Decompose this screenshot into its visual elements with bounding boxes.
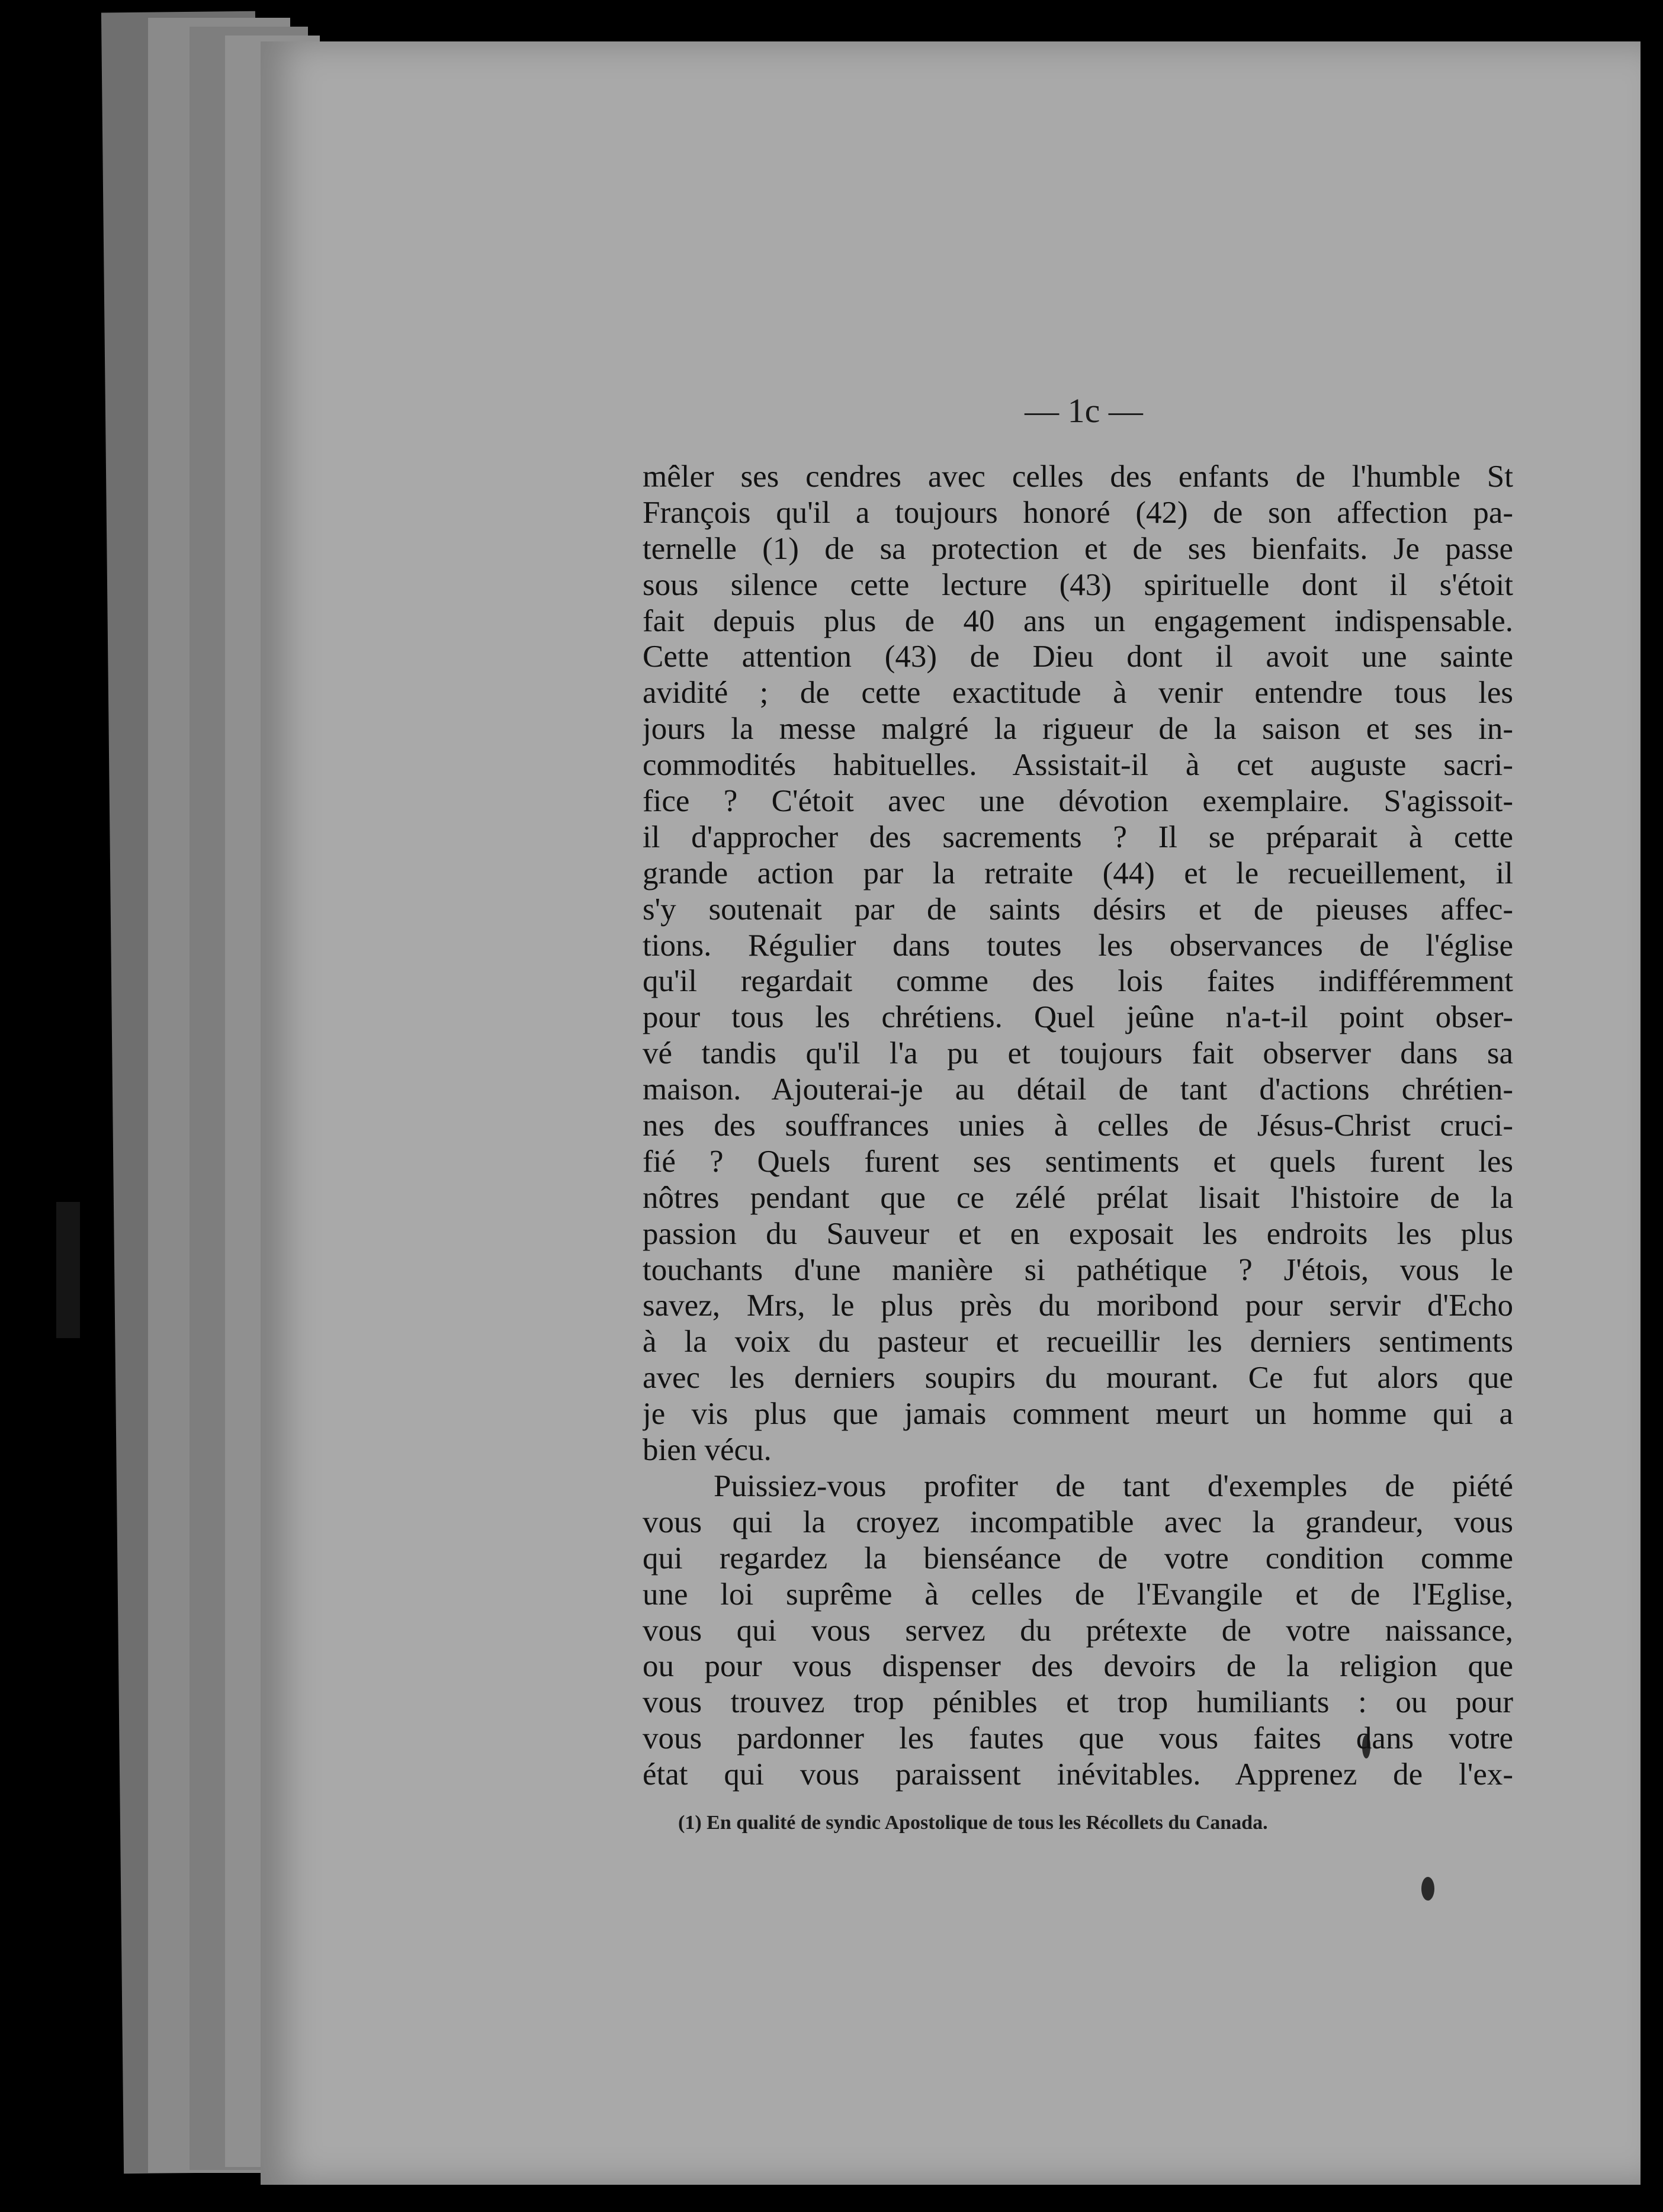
text-line: pour tous les chrétiens. Quel jeûne n'a-t-il point obser- [643, 1000, 1513, 1035]
body-text [643, 459, 1513, 1793]
text-line: fice ? C'étoit avec une dévotion exemplaire. S'agissoit- [643, 784, 1513, 819]
text-line: grande action par la retraite (44) et le recueillement, il [643, 856, 1513, 890]
footnote: (1) En qualité de syndic Apostolique de tous les Récollets du Canada. [678, 1812, 1268, 1834]
text-line: fait depuis plus de 40 ans un engagement indispensable. [643, 603, 1513, 638]
binding-mark [56, 1202, 80, 1338]
text-line: il d'approcher des sacrements ? Il se préparait à cette [643, 819, 1513, 854]
text-line: jours la messe malgré la rigueur de la saison et ses in- [643, 712, 1513, 747]
text-line: mêler ses cendres avec celles des enfants de l'humble St [643, 459, 1513, 494]
text-line: sous silence cette lecture (43) spirituelle dont il s'étoit [643, 567, 1513, 602]
text-line: Cette attention (43) de Dieu dont il avoit une sainte [643, 639, 1513, 674]
text-line: vous pardonner les fautes que vous faites dans votre [643, 1721, 1513, 1756]
text-line: état qui vous paraissent inévitables. Apprenez de l'ex- [643, 1757, 1513, 1792]
text-line: Puissiez-vous profiter de tant d'exemples de piété [714, 1468, 1513, 1503]
text-line: une loi suprême à celles de l'Evangile et de l'Eglise, [643, 1577, 1513, 1612]
text-line: qu'il regardait comme des lois faites indifféremment [643, 964, 1513, 999]
ink-speck [1421, 1877, 1434, 1901]
text-line: ou pour vous dispenser des devoirs de la religion que [643, 1649, 1513, 1684]
text-line: vous qui vous servez du prétexte de votre naissance, [643, 1613, 1513, 1648]
text-line: à la voix du pasteur et recueillir les derniers sentiments [643, 1324, 1513, 1359]
text-line: commodités habituelles. Assistait-il à cet auguste sacri- [643, 748, 1513, 783]
text-line: avidité ; de cette exactitude à venir entendre tous les [643, 676, 1513, 710]
page-number: — 1c — [1025, 391, 1143, 430]
text-line: vé tandis qu'il l'a pu et toujours fait observer dans sa [643, 1036, 1513, 1071]
text-line: ternelle (1) de sa protection et de ses bienfaits. Je passe [643, 531, 1513, 566]
text-line: vous qui la croyez incompatible avec la grandeur, vous [643, 1504, 1513, 1539]
text-line: s'y soutenait par de saints désirs et de pieuses affec- [643, 892, 1513, 927]
text-line: François qu'il a toujours honoré (42) de son affection pa- [643, 495, 1513, 530]
text-line: fié ? Quels furent ses sentiments et quels furent les [643, 1144, 1513, 1179]
text-line: nôtres pendant que ce zélé prélat lisait l'histoire de la [643, 1180, 1513, 1215]
text-line: bien vécu. [643, 1433, 772, 1468]
text-line: nes des souffrances unies à celles de Jésus-Christ cruci- [643, 1108, 1513, 1143]
text-line: je vis plus que jamais comment meurt un homme qui a [643, 1397, 1513, 1432]
text-line: qui regardez la bienséance de votre condition comme [643, 1541, 1513, 1576]
text-line: savez, Mrs, le plus près du moribond pour servir d'Echo [643, 1288, 1513, 1323]
text-line: avec les derniers soupirs du mourant. Ce fut alors que [643, 1361, 1513, 1396]
text-line: touchants d'une manière si pathétique ? J'étois, vous le [643, 1252, 1513, 1287]
text-line: tions. Régulier dans toutes les observances de l'église [643, 928, 1513, 963]
text-line: passion du Sauveur et en exposait les endroits les plus [643, 1216, 1513, 1251]
text-line: vous trouvez trop pénibles et trop humiliants : ou pour [643, 1685, 1513, 1720]
text-line: maison. Ajouterai-je au détail de tant d'actions chrétien- [643, 1072, 1513, 1107]
